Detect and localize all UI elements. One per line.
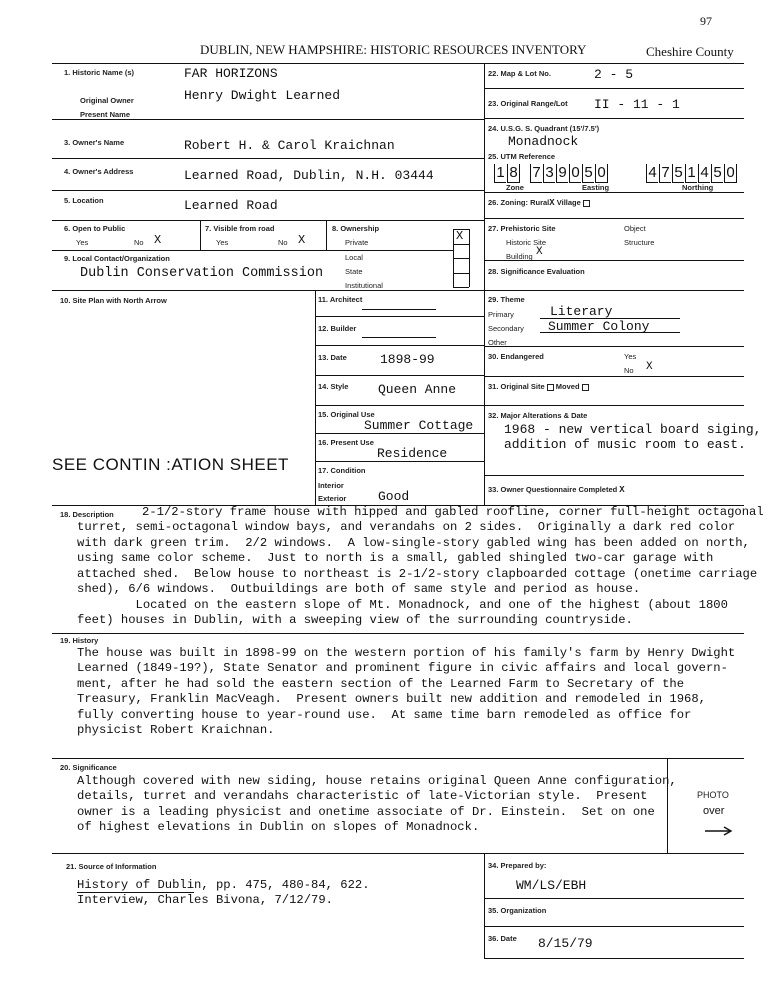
source-of-information-label: 21. Source of Information <box>66 862 157 871</box>
present-use-value: Residence <box>377 446 448 461</box>
county-label: Cheshire County <box>646 44 734 59</box>
condition-exterior-label: Exterior <box>318 494 347 503</box>
date-prepared-value: 8/15/79 <box>538 936 593 951</box>
historic-site-label: Historic Site <box>506 238 547 247</box>
map-lot-value: 2 - 5 <box>594 67 634 82</box>
style-label: 14. Style <box>318 382 349 391</box>
description-line: with dark green trim. 2/2 windows. A low-single-story gabled wing has been added on north, <box>77 536 750 550</box>
ownership-label: 8. Ownership <box>332 224 380 233</box>
significance-label: 20. Significance <box>60 763 117 772</box>
ownership-state: State <box>345 267 363 276</box>
ownership-private: Private <box>345 238 369 247</box>
major-alterations-line-2: addition of music room to east. <box>504 437 746 452</box>
history-line: The house was built in 1898-99 on the western portion of his family's farm by Henry Dwight <box>77 646 736 660</box>
historic-name-value: FAR HORIZONS <box>184 66 278 81</box>
continuation-sheet-note: SEE CONTIN :ATION SHEET <box>52 455 289 474</box>
history-line: physicist Robert Kraichnan. <box>77 723 275 737</box>
description-line: shed), 6/6 windows. Outbuildings are both of same style and period as house. <box>77 582 641 596</box>
object-label: Object <box>624 224 646 233</box>
description-line: using same color scheme. Just to north is a small, gabled shingled two-car garage with <box>77 551 714 565</box>
photo-label: PHOTO <box>697 790 729 800</box>
significance-evaluation-label: 28. Significance Evaluation <box>488 267 585 276</box>
owner-questionnaire-label <box>488 485 625 495</box>
source-line-2: Interview, Charles Bivona, 7/12/79. <box>77 893 333 907</box>
original-use-value: Summer Cottage <box>364 418 474 433</box>
history-line: Learned (1849-19?), State Senator and prominent figure in civic affairs and local govern- <box>77 661 728 675</box>
description-line: Located on the eastern slope of Mt. Monadnock, and one of the highest (about 1800 <box>77 598 728 612</box>
utm-northing-digit: 5 <box>672 164 684 183</box>
significance-line: details, turret and verandahs characteristic of late-Victorian style. Present <box>77 789 648 803</box>
utm-northing-digit: 7 <box>659 164 671 183</box>
theme-secondary-value: Summer Colony <box>548 319 650 334</box>
utm-easting-label: Easting <box>582 183 610 192</box>
history-line: fully converting house to year-round use. At same time barn remodeled as office for <box>77 708 692 722</box>
original-site-checkbox <box>547 384 554 391</box>
building-label: Building <box>506 252 533 261</box>
original-use-label: 15. Original Use <box>318 410 375 419</box>
date-built-label: 13. Date <box>318 353 347 362</box>
condition-value: Good <box>378 489 410 504</box>
style-value: Queen Anne <box>378 382 457 397</box>
photo-over-label: over <box>703 805 725 817</box>
original-range-value: II - 11 - 1 <box>594 97 680 112</box>
local-contact-label: 9. Local Contact/Organization <box>64 254 170 263</box>
ownership-institutional: Institutional <box>345 281 383 290</box>
original-site-label <box>488 382 589 391</box>
condition-interior-label: Interior <box>318 481 344 490</box>
zoning-village-label: Village <box>556 198 581 207</box>
significance-line: Although covered with new siding, house retains original Queen Anne configuration, <box>77 774 677 788</box>
page-number: 97 <box>700 14 712 28</box>
visible-from-road-mark: X <box>298 233 306 247</box>
utm-northing-digit: 4 <box>698 164 710 183</box>
prepared-by-label: 34. Prepared by: <box>488 861 547 870</box>
architect-label: 11. Architect <box>318 295 363 304</box>
utm-zone-label: Zone <box>506 183 524 192</box>
history-line: Treasury, Franklin MacVeagh. Present owners built new addition and remodeled in 1968, <box>77 692 706 706</box>
page-title: DUBLIN, NEW HAMPSHIRE: HISTORIC RESOURCES INVENTORY <box>200 42 587 57</box>
zoning-rural-mark: X <box>549 198 555 208</box>
moved-label: Moved <box>555 382 580 391</box>
ownership-private-mark: X <box>456 229 464 243</box>
historic-name-label: 1. Historic Name (s) <box>64 68 135 77</box>
theme-primary-value: Literary <box>550 304 613 319</box>
endangered-yes: Yes <box>624 352 637 361</box>
original-range-label: 23. Original Range/Lot <box>488 99 568 108</box>
open-to-public-yes: Yes <box>76 238 89 247</box>
organization-label: 35. Organization <box>488 906 547 915</box>
zoning-label <box>488 198 590 208</box>
prepared-by-value: WM/LS/EBH <box>516 878 587 893</box>
utm-easting-digit: 0 <box>569 164 581 183</box>
utm-easting-digit: 3 <box>543 164 555 183</box>
utm-easting-digit: 9 <box>556 164 568 183</box>
history-label: 19. History <box>60 636 99 645</box>
usgs-quadrant-value: Monadnock <box>508 134 579 149</box>
endangered-no: No <box>624 366 634 375</box>
description-line: attached shed. Below house to northeast is 2-1/2-story clapboarded cottage (onetime carriage <box>77 567 758 581</box>
structure-label: Structure <box>624 238 655 247</box>
major-alterations-label: 32. Major Alterations & Date <box>488 411 588 420</box>
zoning-village-checkbox <box>583 200 590 207</box>
utm-northing-digit: 1 <box>685 164 697 183</box>
utm-northing-label: Northing <box>682 183 714 192</box>
owners-name-value: Robert H. & Carol Kraichnan <box>184 138 395 153</box>
visible-from-road-label: 7. Visible from road <box>205 224 275 233</box>
theme-primary-label: Primary <box>488 310 514 319</box>
visible-from-road-no: No <box>278 238 288 247</box>
description-line: feet) houses in Dublin, with a sweeping view of the surrounding countryside. <box>77 613 633 627</box>
significance-line: of highest elevations in Dublin on slopes of Monadnock. <box>77 820 480 834</box>
usgs-quadrant-label: 24. U.S.G. S. Quadrant (15'/7.5') <box>488 124 600 133</box>
theme-label: 29. Theme <box>488 295 525 304</box>
open-to-public-no: No <box>134 238 144 247</box>
theme-secondary-label: Secondary <box>488 324 524 333</box>
utm-zone-digit: 8 <box>507 164 520 183</box>
significance-line: owner is a leading physicist and onetime associate of Dr. Einstein. Set on one <box>77 805 655 819</box>
present-use-label: 16. Present Use <box>318 438 374 447</box>
zoning-rural-label: 26. Zoning: Rural <box>488 198 550 207</box>
utm-northing-digit: 0 <box>724 164 737 183</box>
description-line: 2-1/2-story frame house with hipped and gabled roofline, corner full-height octagonal <box>142 505 764 519</box>
present-name-label: Present Name <box>80 110 131 119</box>
description-label: 18. Description <box>60 510 114 519</box>
location-label: 5. Location <box>64 196 104 205</box>
local-contact-value: Dublin Conservation Commission <box>80 266 324 281</box>
history-line: ment, after he had sold the eastern section of the Learned Farm to Secretary of the <box>77 677 685 691</box>
date-built-value: 1898-99 <box>380 352 435 367</box>
major-alterations-line-1: 1968 - new vertical board siging, <box>504 422 762 437</box>
arrow-right-icon <box>704 825 734 837</box>
utm-reference-label: 25. UTM Reference <box>488 152 556 161</box>
owners-name-label: 3. Owner's Name <box>64 138 125 147</box>
owners-address-value: Learned Road, Dublin, N.H. 03444 <box>184 168 434 183</box>
owner-questionnaire-mark: X <box>619 485 625 495</box>
ownership-local: Local <box>345 253 363 262</box>
moved-checkbox <box>582 384 589 391</box>
theme-other-label: Other <box>488 338 507 347</box>
prehistoric-site-label: 27. Prehistoric Site <box>488 224 556 233</box>
site-plan-label: 10. Site Plan with North Arrow <box>60 296 167 305</box>
utm-easting-digit: 5 <box>582 164 594 183</box>
builder-label: 12. Builder <box>318 324 357 333</box>
map-lot-label: 22. Map & Lot No. <box>488 69 551 78</box>
original-owner-label: Original Owner <box>80 96 134 105</box>
endangered-label: 30. Endangered <box>488 352 544 361</box>
source-line-1: History of Dublin, pp. 475, 480-84, 622. <box>77 878 370 892</box>
open-to-public-mark: X <box>154 233 162 247</box>
utm-zone-digit: 1 <box>494 164 506 183</box>
original-site-text: 31. Original Site <box>488 382 545 391</box>
date-prepared-label: 36. Date <box>488 934 517 943</box>
condition-label: 17. Condition <box>318 466 366 475</box>
location-value: Learned Road <box>184 198 278 213</box>
utm-easting-digit: 7 <box>530 164 542 183</box>
utm-easting-digit: 0 <box>595 164 608 183</box>
endangered-mark: X <box>646 361 653 373</box>
original-owner-value: Henry Dwight Learned <box>184 88 341 103</box>
open-to-public-label: 6. Open to Public <box>64 224 126 233</box>
visible-from-road-yes: Yes <box>216 238 229 247</box>
building-mark: X <box>536 246 543 258</box>
utm-northing-digit: 4 <box>646 164 658 183</box>
utm-reference-digits <box>494 164 734 194</box>
utm-northing-digit: 5 <box>711 164 723 183</box>
description-line: turret, semi-octagonal window bays, and verandahs on 2 sides. Originally a dark red color <box>77 520 736 534</box>
owners-address-label: 4. Owner's Address <box>64 167 134 176</box>
owner-questionnaire-text: 33. Owner Questionnaire Completed <box>488 485 618 494</box>
